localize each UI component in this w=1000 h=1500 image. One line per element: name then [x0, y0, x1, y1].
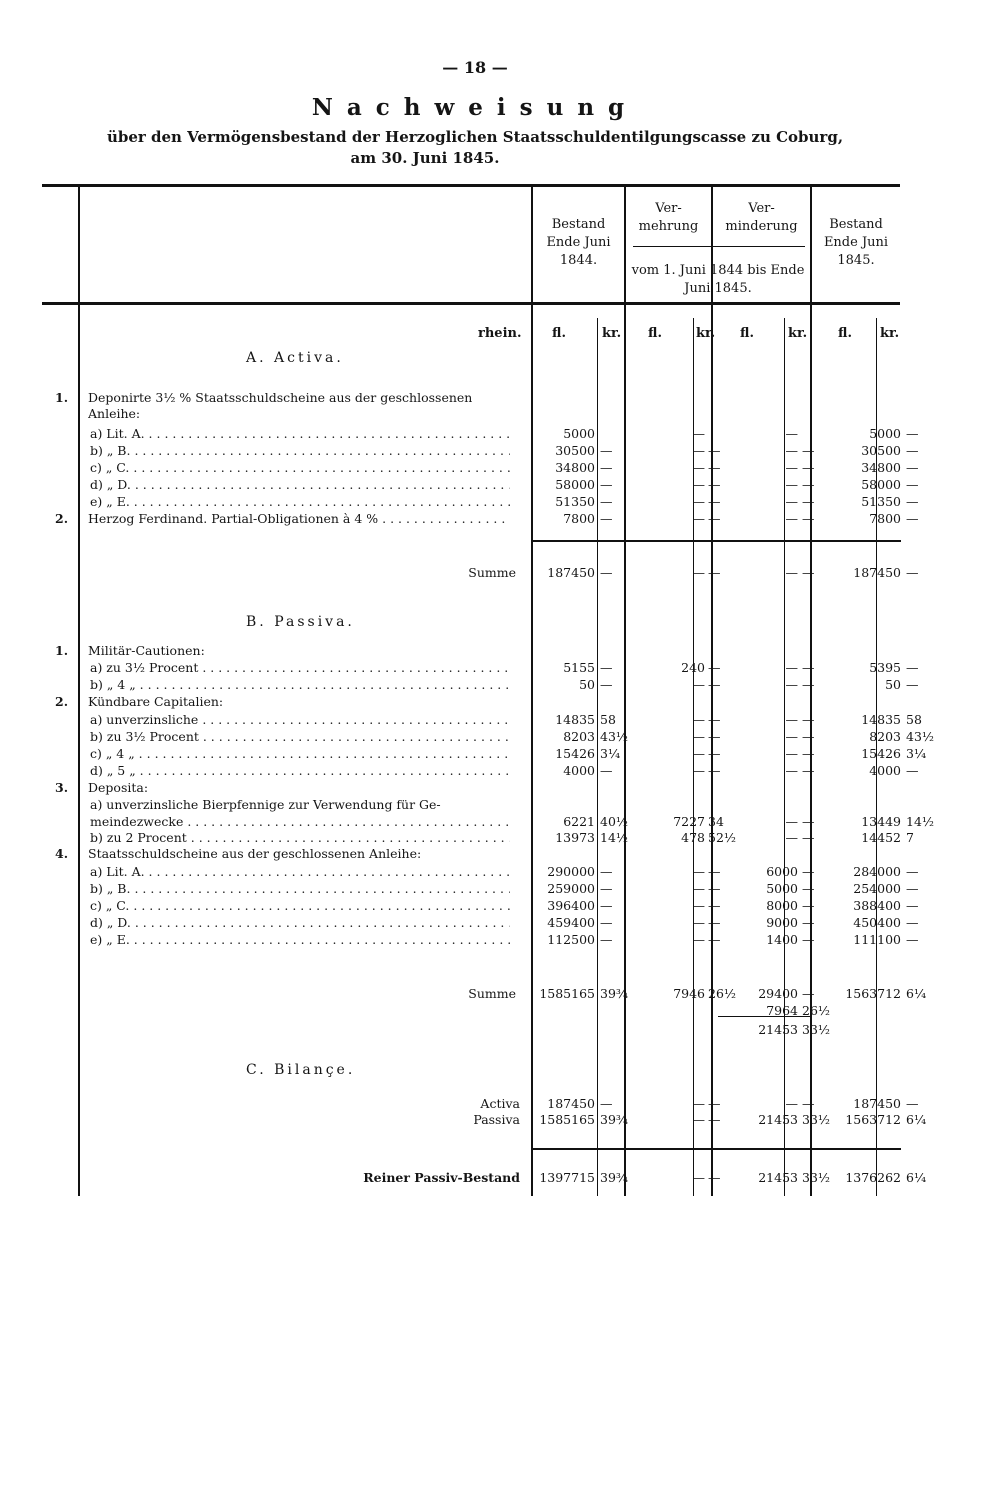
cell-k1: —	[600, 864, 613, 879]
cell-f3: 21453	[758, 1170, 798, 1185]
cell-f2: —	[692, 881, 705, 896]
cell-k2: —	[708, 729, 721, 744]
table-row	[50, 1096, 930, 1112]
row-label: Deposita:	[88, 780, 149, 795]
cell-k3: —	[802, 712, 815, 727]
cell-k2: —	[708, 460, 721, 475]
cell-k1: 39¾	[600, 1170, 629, 1185]
col-header-line: Ende Juni	[823, 235, 889, 251]
row-label: c) „ C. . . .	[90, 898, 510, 913]
cell-k3: —	[802, 915, 815, 930]
row-label: d) „ D. . . .	[90, 915, 510, 930]
cell-f4: 284000	[853, 864, 901, 879]
cell-k3: —	[802, 511, 815, 526]
section-bilance: C. Bilançe.	[246, 1062, 356, 1078]
cell-f2: —	[692, 426, 705, 441]
cell-f2: —	[692, 1112, 705, 1127]
cell-f4: 30500	[861, 443, 901, 458]
cell-f2: —	[692, 864, 705, 879]
cell-f4: 254000	[853, 881, 901, 896]
cell-f1: 6221	[563, 814, 595, 829]
cell-f1: 5000	[563, 426, 595, 441]
cell-f2: —	[692, 932, 705, 947]
row-label: b) „ 4 „ . . .	[90, 677, 510, 692]
cell-f2: 7227	[673, 814, 705, 829]
cell-k2: —	[708, 494, 721, 509]
table-row	[50, 1170, 930, 1186]
cell-f4: 51350	[861, 494, 901, 509]
cell-f3: —	[785, 477, 798, 492]
cell-k4: 6¼	[906, 1170, 927, 1185]
cell-f3: —	[785, 565, 798, 580]
row-label: d) „ D. . . .	[90, 477, 510, 492]
cell-k4: 6¼	[906, 1112, 927, 1127]
col-header-line: Bestand	[551, 217, 606, 232]
cell-k1: —	[600, 898, 613, 913]
cell-f3: —	[785, 443, 798, 458]
col-header-line: Bestand	[829, 217, 883, 232]
unit-fl: fl.	[838, 326, 852, 341]
col-header-line: Ende Juni	[546, 235, 611, 251]
cell-k2: —	[708, 477, 721, 492]
cell-f3: —	[785, 426, 798, 441]
cell-k2: —	[708, 677, 721, 692]
table-row	[50, 763, 930, 779]
table-row	[50, 846, 930, 862]
cell-f4: 187450	[853, 565, 901, 580]
cell-k1: 39¾	[600, 986, 629, 1001]
unit-fl: fl.	[552, 326, 566, 341]
row-label: Anleihe:	[88, 406, 141, 421]
cell-f4: 4000	[869, 763, 901, 778]
cell-f1: 187450	[547, 1096, 595, 1111]
cell-f2: —	[692, 677, 705, 692]
section-activa: A. Activa.	[246, 350, 344, 366]
cell-k4: —	[906, 443, 919, 458]
cell-k1: —	[600, 677, 613, 692]
cell-k3: —	[802, 443, 815, 458]
row-label: Passiva	[473, 1112, 520, 1127]
cell-f1: 58000	[555, 477, 595, 492]
cell-k1: 40½	[600, 814, 629, 829]
row-label: a) Lit. A. . . .	[90, 864, 510, 879]
cell-k4: —	[906, 511, 919, 526]
cell-f4: 58000	[861, 477, 901, 492]
col-header-period: vom 1. Juni 1844 bis Ende Juni 1845.	[631, 263, 805, 297]
cell-f2: —	[692, 565, 705, 580]
cell-f2: —	[692, 763, 705, 778]
cell-k2: —	[708, 881, 721, 896]
row-number: 2.	[55, 511, 69, 526]
cell-k4: —	[906, 460, 919, 475]
cell-f1: 13973	[555, 830, 595, 845]
table-row	[50, 814, 935, 830]
table-row	[50, 986, 930, 1002]
table-row	[50, 780, 930, 796]
cell-f1: 50	[579, 677, 595, 692]
table-row	[50, 729, 935, 745]
cell-k1: 43½	[600, 729, 629, 744]
cell-k4: —	[906, 477, 919, 492]
cell-k4: 14½	[906, 814, 935, 829]
table-row	[50, 477, 930, 493]
cell-k2: 52½	[708, 830, 737, 845]
cell-f1: 7800	[563, 511, 595, 526]
cell-f1: 15426	[555, 746, 595, 761]
unit-fl: fl.	[648, 326, 662, 341]
cell-f1: 459400	[547, 915, 595, 930]
cell-f4: 13449	[861, 814, 901, 829]
row-label: a) zu 3½ Procent . . .	[90, 660, 510, 675]
row-label: Summe	[468, 986, 516, 1001]
cell-f3: —	[785, 1096, 798, 1111]
cell-f3: —	[785, 460, 798, 475]
cell-k3: —	[802, 477, 815, 492]
cell-k3: —	[802, 814, 815, 829]
table-row	[50, 1112, 930, 1128]
cell-k3: —	[802, 763, 815, 778]
cell-f1: 14835	[555, 712, 595, 727]
cell-f3: —	[785, 494, 798, 509]
cell-f4: 7800	[869, 511, 901, 526]
cell-f2: —	[692, 898, 705, 913]
cell-f1: 259000	[547, 881, 595, 896]
table-row	[50, 746, 930, 762]
cell-k2: 26½	[708, 986, 737, 1001]
cell-f4: 50	[885, 677, 901, 692]
cell-f1: 34800	[555, 460, 595, 475]
row-number: 2.	[55, 694, 69, 709]
cell-k3: 26½	[802, 1003, 831, 1018]
cell-k3: —	[802, 746, 815, 761]
cell-f4: 1563712	[845, 1112, 901, 1127]
cell-k2: —	[708, 1112, 721, 1127]
cell-f2: 478	[681, 830, 705, 845]
cell-f2: —	[692, 1170, 705, 1185]
cell-f3: 7964	[766, 1003, 798, 1018]
table-row	[50, 660, 930, 676]
cell-f2: —	[692, 477, 705, 492]
col-header-bestand-1845	[812, 216, 900, 271]
cell-k2: —	[708, 898, 721, 913]
cell-k2: —	[708, 746, 721, 761]
cell-f2: —	[692, 1096, 705, 1111]
cell-f1: 8203	[563, 729, 595, 744]
cell-f2: —	[692, 915, 705, 930]
cell-f3: —	[785, 511, 798, 526]
row-label: b) „ B. . . .	[90, 881, 510, 896]
row-label: Militär-Cautionen:	[88, 643, 205, 658]
cell-f2: —	[692, 712, 705, 727]
cell-k1: —	[600, 932, 613, 947]
cell-f2: —	[692, 443, 705, 458]
cell-k4: 7	[906, 830, 914, 845]
cell-k2: —	[708, 1096, 721, 1111]
cell-k2: —	[708, 1170, 721, 1185]
cell-f3: 21453	[758, 1022, 798, 1037]
cell-k2: —	[708, 443, 721, 458]
cell-f1: 30500	[555, 443, 595, 458]
table-row	[50, 494, 930, 510]
table-row	[50, 898, 930, 914]
row-label: b) zu 2 Procent . . .	[90, 830, 510, 845]
cell-k1: —	[600, 494, 613, 509]
row-label: Reiner Passiv-Bestand	[363, 1170, 520, 1185]
subtitle-line-1: über den Vermögensbestand der Herzoglichen Staatsschuldentilgungscasse zu Coburg,	[106, 128, 844, 146]
row-label: e) „ E. . . .	[90, 494, 510, 509]
cell-k4: 3¼	[906, 746, 927, 761]
cell-f4: 450400	[853, 915, 901, 930]
cell-k3: —	[802, 660, 815, 675]
cell-f3: —	[785, 814, 798, 829]
cell-k4: —	[906, 1096, 919, 1111]
cell-k4: —	[906, 864, 919, 879]
row-label: meindezwecke . . .	[90, 814, 510, 829]
row-label: Staatsschuldscheine aus der geschlossenen Anleihe:	[88, 846, 422, 861]
cell-f4: 5000	[869, 426, 901, 441]
col-header-line: mehrung	[638, 219, 699, 235]
cell-k1: —	[600, 1096, 613, 1111]
unit-kr: kr.	[602, 326, 622, 341]
cell-k1: —	[600, 511, 613, 526]
table-top-rule	[42, 184, 900, 187]
table-row	[50, 443, 930, 459]
cell-k4: —	[906, 763, 919, 778]
table-row	[50, 1003, 930, 1019]
cell-k4: —	[906, 677, 919, 692]
unit-kr: kr.	[788, 326, 808, 341]
cell-f1: 51350	[555, 494, 595, 509]
cell-f4: 1376262	[845, 1170, 901, 1185]
row-label: c) „ 4 „ . . .	[90, 746, 510, 761]
row-number: 4.	[55, 846, 69, 861]
table-row	[50, 830, 930, 846]
bilance-rule	[531, 1148, 901, 1150]
cell-f3: —	[785, 763, 798, 778]
cell-k2: —	[708, 932, 721, 947]
table-row	[50, 677, 930, 693]
cell-f2: —	[692, 460, 705, 475]
cell-k2: 34	[708, 814, 724, 829]
cell-f4: 5395	[869, 660, 901, 675]
table-row	[50, 460, 930, 476]
cell-f2: —	[692, 746, 705, 761]
cell-f1: 187450	[547, 565, 595, 580]
header-split-rule	[633, 246, 805, 247]
cell-k3: —	[802, 864, 815, 879]
row-label: Activa	[480, 1096, 520, 1111]
row-label: b) zu 3½ Procent . . .	[90, 729, 510, 744]
cell-k2: —	[708, 864, 721, 879]
table-row	[50, 426, 930, 442]
cell-f2: 240	[681, 660, 705, 675]
table-row	[50, 864, 930, 880]
cell-f1: 396400	[547, 898, 595, 913]
cell-k3: —	[802, 986, 815, 1001]
cell-f3: 1400	[766, 932, 798, 947]
row-label: Kündbare Capitalien:	[88, 694, 224, 709]
cell-f4: 111100	[853, 932, 901, 947]
row-number: 3.	[55, 780, 69, 795]
col-header-bestand-1844	[533, 216, 624, 271]
cell-f3: 9000	[766, 915, 798, 930]
cell-f2: —	[692, 729, 705, 744]
row-label: d) „ 5 „ . . .	[90, 763, 510, 778]
cell-k4: —	[906, 494, 919, 509]
row-number: 1.	[55, 643, 69, 658]
row-label: Herzog Ferdinand. Partial-Obligationen à 4 % . . .	[88, 511, 508, 526]
table-row	[50, 511, 930, 527]
cell-f1: 290000	[547, 864, 595, 879]
unit-kr: kr.	[880, 326, 900, 341]
table-row	[50, 390, 930, 406]
col-header-line: 1844.	[559, 253, 598, 269]
cell-k3: —	[802, 1096, 815, 1111]
cell-k1: —	[600, 460, 613, 475]
cell-k2: —	[708, 565, 721, 580]
cell-k3: —	[802, 932, 815, 947]
cell-k4: —	[906, 881, 919, 896]
cell-f3: —	[785, 677, 798, 692]
table-row	[50, 694, 930, 710]
cell-k1: —	[600, 565, 613, 580]
cell-k1: —	[600, 660, 613, 675]
cell-k1: 3¼	[600, 746, 621, 761]
cell-k4: —	[906, 565, 919, 580]
table-row	[50, 1022, 930, 1038]
currency-label: rhein.	[478, 326, 522, 341]
cell-f4: 14452	[861, 830, 901, 845]
cell-k3: —	[802, 677, 815, 692]
cell-k3: —	[802, 565, 815, 580]
cell-k3: —	[802, 881, 815, 896]
table-row	[50, 643, 930, 659]
cell-f4: 34800	[861, 460, 901, 475]
cell-f3: 21453	[758, 1112, 798, 1127]
cell-f1: 1585165	[539, 986, 595, 1001]
cell-f3: 29400	[758, 986, 798, 1001]
col-header-line: Ver-	[655, 201, 682, 216]
cell-k4: —	[906, 426, 919, 441]
cell-f3: 5000	[766, 881, 798, 896]
row-label: Summe	[468, 565, 516, 580]
cell-k3: —	[802, 898, 815, 913]
cell-f2: —	[692, 511, 705, 526]
cell-k1: —	[600, 881, 613, 896]
page-number: — 18 —	[442, 58, 508, 77]
cell-f4: 187450	[853, 1096, 901, 1111]
cell-f3: —	[785, 746, 798, 761]
cell-k3: —	[802, 729, 815, 744]
col-header-verminderung	[713, 200, 810, 236]
cell-k2: —	[708, 712, 721, 727]
cell-k4: 58	[906, 712, 922, 727]
unit-fl: fl.	[740, 326, 754, 341]
page-title: Nachweisung	[311, 94, 639, 121]
cell-f3: —	[785, 729, 798, 744]
cell-k1: 39¾	[600, 1112, 629, 1127]
cell-k4: —	[906, 915, 919, 930]
cell-f2: 7946	[673, 986, 705, 1001]
col-header-line: 1845.	[837, 253, 875, 269]
cell-f3: 8000	[766, 898, 798, 913]
cell-k4: —	[906, 932, 919, 947]
table-row	[50, 565, 930, 581]
cell-f3: 6000	[766, 864, 798, 879]
cell-k4: —	[906, 898, 919, 913]
row-label: Deponirte 3½ % Staatsschuldscheine aus der geschlossenen	[88, 390, 473, 405]
cell-k4: —	[906, 660, 919, 675]
cell-f4: 14835	[861, 712, 901, 727]
cell-k2: —	[708, 915, 721, 930]
cell-k3: —	[802, 494, 815, 509]
unit-kr: kr.	[696, 326, 716, 341]
col-header-line: minderung	[725, 219, 798, 235]
activa-sum-rule	[531, 540, 901, 542]
row-label: a) Lit. A. . . .	[90, 426, 510, 441]
subtitle-line-2: am 30. Juni 1845.	[350, 149, 500, 167]
cell-f1: 1397715	[539, 1170, 595, 1185]
table-row	[50, 406, 930, 422]
cell-f1: 5155	[563, 660, 595, 675]
cell-k1: —	[600, 915, 613, 930]
section-passiva: B. Passiva.	[246, 614, 355, 630]
table-row	[50, 932, 930, 948]
table-row	[50, 915, 930, 931]
cell-f1: 4000	[563, 763, 595, 778]
cell-k3: 33½	[802, 1022, 831, 1037]
row-label: e) „ E. . . .	[90, 932, 510, 947]
cell-k1: —	[600, 477, 613, 492]
cell-f3: —	[785, 712, 798, 727]
row-label: c) „ C. . . .	[90, 460, 510, 475]
cell-f2: —	[692, 494, 705, 509]
cell-k1: —	[600, 443, 613, 458]
table-row	[50, 797, 930, 813]
table-row	[50, 881, 930, 897]
cell-f1: 112500	[547, 932, 595, 947]
cell-f4: 388400	[853, 898, 901, 913]
cell-k1: 14½	[600, 830, 629, 845]
header-bottom-rule	[42, 302, 900, 305]
cell-k3: 33½	[802, 1112, 831, 1127]
row-label: a) unverzinsliche Bierpfennige zur Verwendung für Ge-	[90, 797, 441, 812]
cell-k1: 58	[600, 712, 616, 727]
cell-k2: —	[708, 660, 721, 675]
cell-k3: —	[802, 830, 815, 845]
cell-f1: 1585165	[539, 1112, 595, 1127]
cell-k4: 6¼	[906, 986, 927, 1001]
cell-f3: —	[785, 830, 798, 845]
cell-f4: 15426	[861, 746, 901, 761]
cell-k4: 43½	[906, 729, 935, 744]
cell-f3: —	[785, 660, 798, 675]
table-row	[50, 712, 930, 728]
row-number: 1.	[55, 390, 69, 405]
row-label: b) „ B. . . .	[90, 443, 510, 458]
cell-k1: —	[600, 763, 613, 778]
cell-f4: 8203	[869, 729, 901, 744]
row-label: a) unverzinsliche . . .	[90, 712, 510, 727]
cell-k3: —	[802, 460, 815, 475]
cell-f4: 1563712	[845, 986, 901, 1001]
cell-k3: 33½	[802, 1170, 831, 1185]
col-header-vermehrung	[626, 200, 711, 236]
cell-k2: —	[708, 763, 721, 778]
col-header-line: Ver-	[748, 201, 775, 216]
cell-k2: —	[708, 511, 721, 526]
